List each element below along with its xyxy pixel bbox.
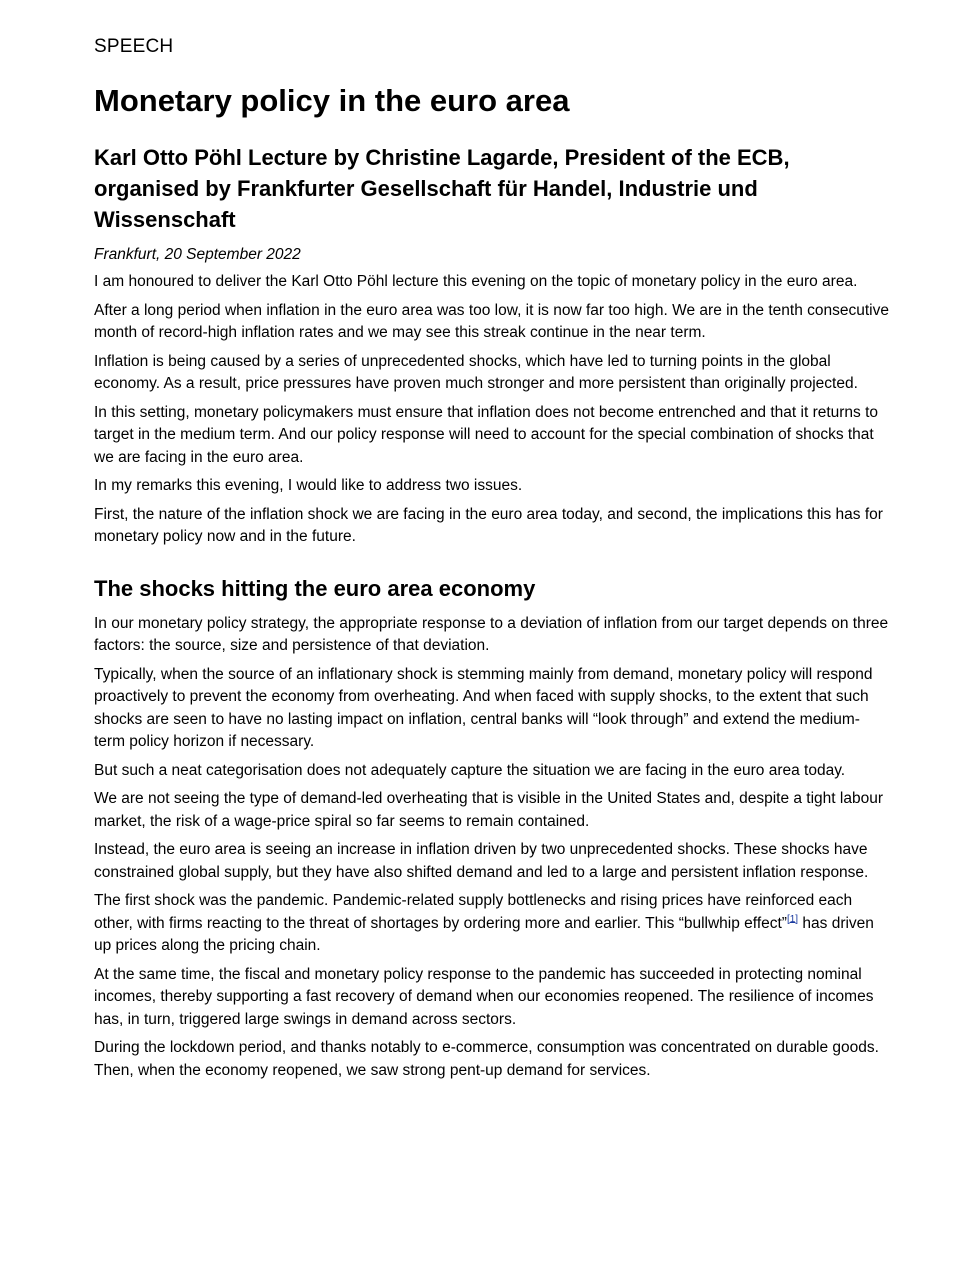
paragraph: At the same time, the fiscal and monetary policy response to the pandemic has succeeded in protecting nominal incomes, thereby supporting a fast recovery of demand when our economies reopened. The resilience of incomes has, in turn, triggered large swings in demand across sectors.	[94, 965, 874, 1028]
paragraph: In this setting, monetary policymakers must ensure that inflation does not become entrenched and that it returns to target in the medium term. And our policy response will need to account for the special combination of shocks that we are facing in the euro area.	[94, 403, 879, 466]
speech-subtitle: Karl Otto Pöhl Lecture by Christine Lagarde, President of the ECB, organised by Frankfurter Gesellschaft für Handel, Industrie und Wissenschaft	[94, 145, 790, 232]
paragraph-text: The first shock was the pandemic. Pandemic-related supply bottlenecks and rising prices have reinforced each other, with firms reacting to the threat of shortages by ordering more and earlier. This “bullwhip effect”	[94, 892, 853, 932]
paragraph: Typically, when the source of an inflationary shock is stemming mainly from demand, monetary policy will respond proactively to prevent the economy from overheating. And when faced with supply shocks, to the extent that such shocks are seen to have no lasting impact on inflation, central banks will “look through” and extend the medium-term policy horizon if necessary.	[94, 665, 873, 750]
paragraph: I am honoured to deliver the Karl Otto Pöhl lecture this evening on the topic of monetary policy in the euro area.	[94, 273, 858, 290]
paragraph: After a long period when inflation in the euro area was too low, it is now far too high. We are in the tenth consecutive month of record-high inflation rates and we may see this streak continue in the near term.	[94, 301, 889, 341]
document-kicker: SPEECH	[94, 36, 174, 57]
paragraph: We are not seeing the type of demand-led overheating that is visible in the United States and, despite a tight labour market, the risk of a wage-price spiral so far seems to remain contained.	[94, 790, 883, 830]
paragraph: Instead, the euro area is seeing an increase in inflation driven by two unprecedented shocks. These shocks have constrained global supply, but they have also shifted demand and led to a large and persistent inflation response.	[94, 841, 869, 881]
dateline: Frankfurt, 20 September 2022	[94, 246, 301, 263]
paragraph: In our monetary policy strategy, the appropriate response to a deviation of inflation from our target depends on three factors: the source, size and persistence of that deviation.	[94, 614, 889, 654]
paragraph: First, the nature of the inflation shock we are facing in the euro area today, and second, the implications this has for monetary policy now and in the future.	[94, 505, 883, 545]
paragraph-text: has driven up prices along the pricing chain.	[94, 914, 874, 954]
section-heading: The shocks hitting the euro area economy	[94, 575, 536, 601]
paragraph: But such a neat categorisation does not adequately capture the situation we are facing in the euro area today.	[94, 761, 846, 779]
paragraph: Inflation is being caused by a series of unprecedented shocks, which have led to turning points in the global economy. As a result, price pressures have proven much stronger and more persistent than originally projected.	[94, 352, 858, 392]
footnote-link[interactable]: [1]	[786, 913, 799, 925]
paragraph-bullwhip	[94, 890, 890, 958]
paragraph: During the lockdown period, and thanks notably to e-commerce, consumption was concentrated on durable goods. Then, when the economy reopened, we saw strong pent-up demand for services.	[94, 1039, 879, 1079]
page-title: Monetary policy in the euro area	[94, 83, 570, 118]
paragraph: In my remarks this evening, I would like to address two issues.	[94, 477, 523, 494]
